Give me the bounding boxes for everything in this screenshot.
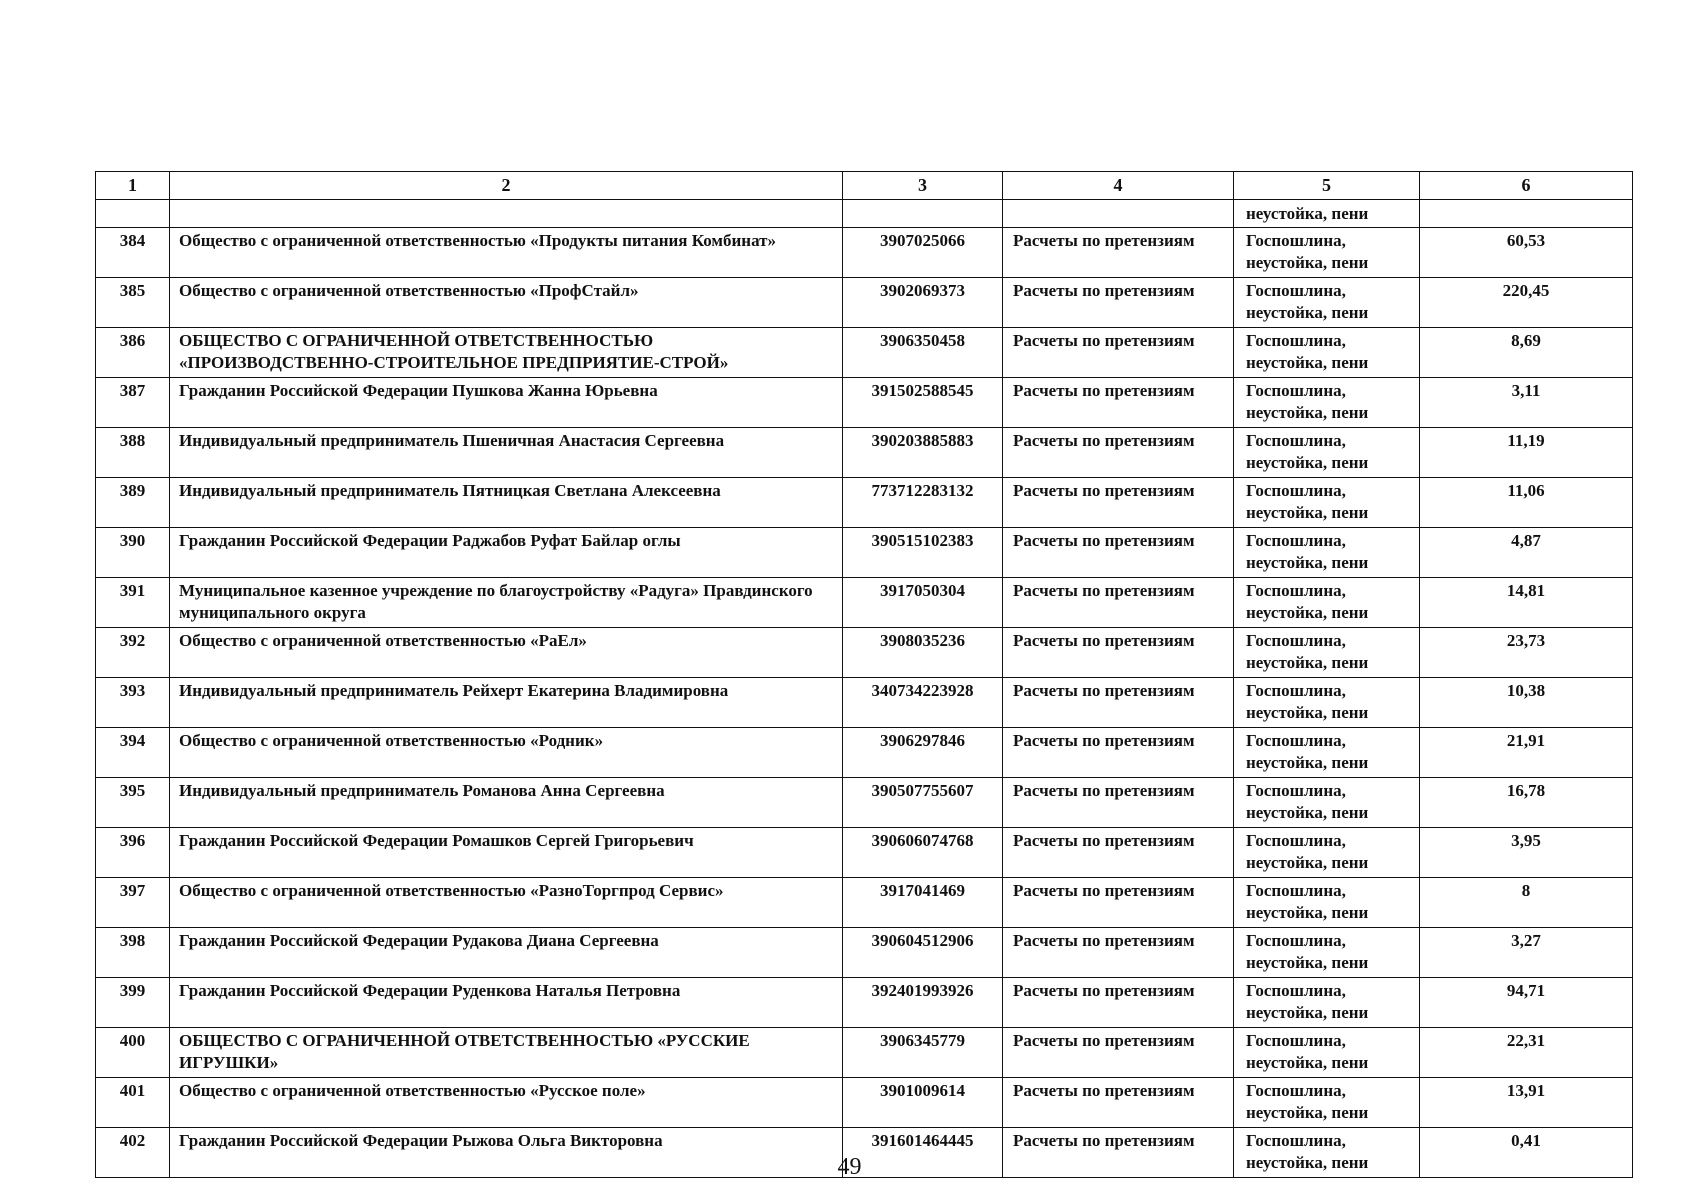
debt-type: Расчеты по претензиям [1003,578,1234,628]
empty-cell [1420,200,1633,228]
inn-cell: 3917041469 [843,878,1003,928]
amount-cell: 8,69 [1420,328,1633,378]
amount-cell: 8 [1420,878,1633,928]
fee-cell: Госпошлина, неустойка, пени [1234,778,1420,828]
table-row [96,728,1633,778]
inn-cell: 3908035236 [843,628,1003,678]
table-row [96,878,1633,928]
fee-cell: Госпошлина, неустойка, пени [1234,828,1420,878]
debt-type: Расчеты по претензиям [1003,428,1234,478]
header-cell: 5 [1234,172,1420,200]
debt-type: Расчеты по претензиям [1003,328,1234,378]
amount-cell: 11,06 [1420,478,1633,528]
entity-name: Индивидуальный предприниматель Пшеничная Анастасия Сергеевна [170,428,843,478]
amount-cell: 13,91 [1420,1078,1633,1128]
amount-cell: 0,41 [1420,1128,1633,1178]
inn-cell: 390604512906 [843,928,1003,978]
table-row [96,528,1633,578]
debt-type: Расчеты по претензиям [1003,928,1234,978]
inn-cell: 3901009614 [843,1078,1003,1128]
entity-name: ОБЩЕСТВО С ОГРАНИЧЕННОЙ ОТВЕТСТВЕННОСТЬЮ «РУССКИЕ ИГРУШКИ» [170,1028,843,1078]
row-number: 399 [96,978,170,1028]
entity-name: Гражданин Российской Федерации Руденкова Наталья Петровна [170,978,843,1028]
table-body [96,172,1633,1178]
table-row [96,1078,1633,1128]
entity-name: Общество с ограниченной ответственностью «Продукты питания Комбинат» [170,228,843,278]
table-row [96,478,1633,528]
entity-name: Общество с ограниченной ответственностью «Русское поле» [170,1078,843,1128]
amount-cell: 11,19 [1420,428,1633,478]
debt-type: Расчеты по претензиям [1003,228,1234,278]
row-number: 402 [96,1128,170,1178]
entity-name: Муниципальное казенное учреждение по благоустройству «Радуга» Правдинского муниципального округа [170,578,843,628]
debt-type: Расчеты по претензиям [1003,778,1234,828]
fee-cell: Госпошлина, неустойка, пени [1234,578,1420,628]
fee-cell: Госпошлина, неустойка, пени [1234,328,1420,378]
continuation-row [96,200,1633,228]
empty-cell [170,200,843,228]
fee-cell: Госпошлина, неустойка, пени [1234,678,1420,728]
entity-name: Гражданин Российской Федерации Пушкова Жанна Юрьевна [170,378,843,428]
table-row [96,1028,1633,1078]
row-number: 384 [96,228,170,278]
row-number: 387 [96,378,170,428]
empty-cell [96,200,170,228]
fee-cell: Госпошлина, неустойка, пени [1234,1078,1420,1128]
amount-cell: 22,31 [1420,1028,1633,1078]
header-cell: 1 [96,172,170,200]
inn-cell: 773712283132 [843,478,1003,528]
inn-cell: 391601464445 [843,1128,1003,1178]
entity-name: Индивидуальный предприниматель Пятницкая Светлана Алексеевна [170,478,843,528]
row-number: 395 [96,778,170,828]
row-number: 392 [96,628,170,678]
amount-cell: 60,53 [1420,228,1633,278]
inn-cell: 391502588545 [843,378,1003,428]
entity-name: Гражданин Российской Федерации Рудакова Диана Сергеевна [170,928,843,978]
entity-name: Гражданин Российской Федерации Рыжова Ольга Викторовна [170,1128,843,1178]
row-number: 398 [96,928,170,978]
row-number: 397 [96,878,170,928]
amount-cell: 3,27 [1420,928,1633,978]
entity-name: Общество с ограниченной ответственностью «РаЕл» [170,628,843,678]
row-number: 396 [96,828,170,878]
amount-cell: 16,78 [1420,778,1633,828]
table-row [96,828,1633,878]
row-number: 393 [96,678,170,728]
amount-cell: 220,45 [1420,278,1633,328]
amount-cell: 3,95 [1420,828,1633,878]
row-number: 385 [96,278,170,328]
fee-cell: Госпошлина, неустойка, пени [1234,378,1420,428]
row-number: 388 [96,428,170,478]
debt-type: Расчеты по претензиям [1003,628,1234,678]
table-row [96,328,1633,378]
entity-name: Индивидуальный предприниматель Рейхерт Екатерина Владимировна [170,678,843,728]
inn-cell: 3906297846 [843,728,1003,778]
table-row [96,578,1633,628]
inn-cell: 390606074768 [843,828,1003,878]
row-number: 390 [96,528,170,578]
inn-cell: 390507755607 [843,778,1003,828]
table-row [96,278,1633,328]
fee-cell: Госпошлина, неустойка, пени [1234,278,1420,328]
debt-type: Расчеты по претензиям [1003,828,1234,878]
table-row [96,378,1633,428]
debt-table [95,171,1633,1178]
debt-type: Расчеты по претензиям [1003,378,1234,428]
amount-cell: 10,38 [1420,678,1633,728]
row-number: 386 [96,328,170,378]
inn-cell: 3906350458 [843,328,1003,378]
inn-cell: 3917050304 [843,578,1003,628]
debt-type: Расчеты по претензиям [1003,1078,1234,1128]
row-number: 400 [96,1028,170,1078]
empty-cell [1003,200,1234,228]
debt-type: Расчеты по претензиям [1003,528,1234,578]
entity-name: Общество с ограниченной ответственностью «ПрофСтайл» [170,278,843,328]
table-row [96,978,1633,1028]
fee-cell: Госпошлина, неустойка, пени [1234,228,1420,278]
header-row [96,172,1633,200]
fee-cell: Госпошлина, неустойка, пени [1234,628,1420,678]
debt-type: Расчеты по претензиям [1003,1028,1234,1078]
fee-cell: Госпошлина, неустойка, пени [1234,878,1420,928]
amount-cell: 3,11 [1420,378,1633,428]
amount-cell: 94,71 [1420,978,1633,1028]
entity-name: Гражданин Российской Федерации Раджабов Руфат Байлар оглы [170,528,843,578]
fee-cell: Госпошлина, неустойка, пени [1234,978,1420,1028]
header-cell: 3 [843,172,1003,200]
row-number: 394 [96,728,170,778]
inn-cell: 3902069373 [843,278,1003,328]
entity-name: ОБЩЕСТВО С ОГРАНИЧЕННОЙ ОТВЕТСТВЕННОСТЬЮ «ПРОИЗВОДСТВЕННО-СТРОИТЕЛЬНОЕ ПРЕДПРИЯТИЕ-СТРОЙ» [170,328,843,378]
entity-name: Гражданин Российской Федерации Ромашков Сергей Григорьевич [170,828,843,878]
table-row [96,228,1633,278]
debt-type: Расчеты по претензиям [1003,1128,1234,1178]
debt-type: Расчеты по претензиям [1003,478,1234,528]
fee-cell: Госпошлина, неустойка, пени [1234,928,1420,978]
fee-cell: неустойка, пени [1234,200,1420,228]
inn-cell: 340734223928 [843,678,1003,728]
entity-name: Общество с ограниченной ответственностью «РазноТоргпрод Сервис» [170,878,843,928]
header-cell: 4 [1003,172,1234,200]
inn-cell: 390203885883 [843,428,1003,478]
inn-cell: 390515102383 [843,528,1003,578]
page-number: 49 [837,1154,862,1180]
row-number: 401 [96,1078,170,1128]
debt-type: Расчеты по претензиям [1003,978,1234,1028]
inn-cell: 3906345779 [843,1028,1003,1078]
fee-cell: Госпошлина, неустойка, пени [1234,428,1420,478]
fee-cell: Госпошлина, неустойка, пени [1234,528,1420,578]
row-number: 389 [96,478,170,528]
header-cell: 6 [1420,172,1633,200]
table-row [96,778,1633,828]
debt-type: Расчеты по претензиям [1003,278,1234,328]
row-number: 391 [96,578,170,628]
amount-cell: 14,81 [1420,578,1633,628]
fee-cell: Госпошлина, неустойка, пени [1234,478,1420,528]
amount-cell: 4,87 [1420,528,1633,578]
fee-cell: Госпошлина, неустойка, пени [1234,1028,1420,1078]
inn-cell: 3907025066 [843,228,1003,278]
table-row [96,678,1633,728]
fee-cell: Госпошлина, неустойка, пени [1234,1128,1420,1178]
debt-type: Расчеты по претензиям [1003,678,1234,728]
debt-type: Расчеты по претензиям [1003,728,1234,778]
table-row [96,628,1633,678]
empty-cell [843,200,1003,228]
header-cell: 2 [170,172,843,200]
debt-type: Расчеты по претензиям [1003,878,1234,928]
inn-cell: 392401993926 [843,978,1003,1028]
table-row [96,428,1633,478]
table-row [96,928,1633,978]
entity-name: Общество с ограниченной ответственностью «Родник» [170,728,843,778]
amount-cell: 23,73 [1420,628,1633,678]
amount-cell: 21,91 [1420,728,1633,778]
entity-name: Индивидуальный предприниматель Романова Анна Сергеевна [170,778,843,828]
fee-cell: Госпошлина, неустойка, пени [1234,728,1420,778]
